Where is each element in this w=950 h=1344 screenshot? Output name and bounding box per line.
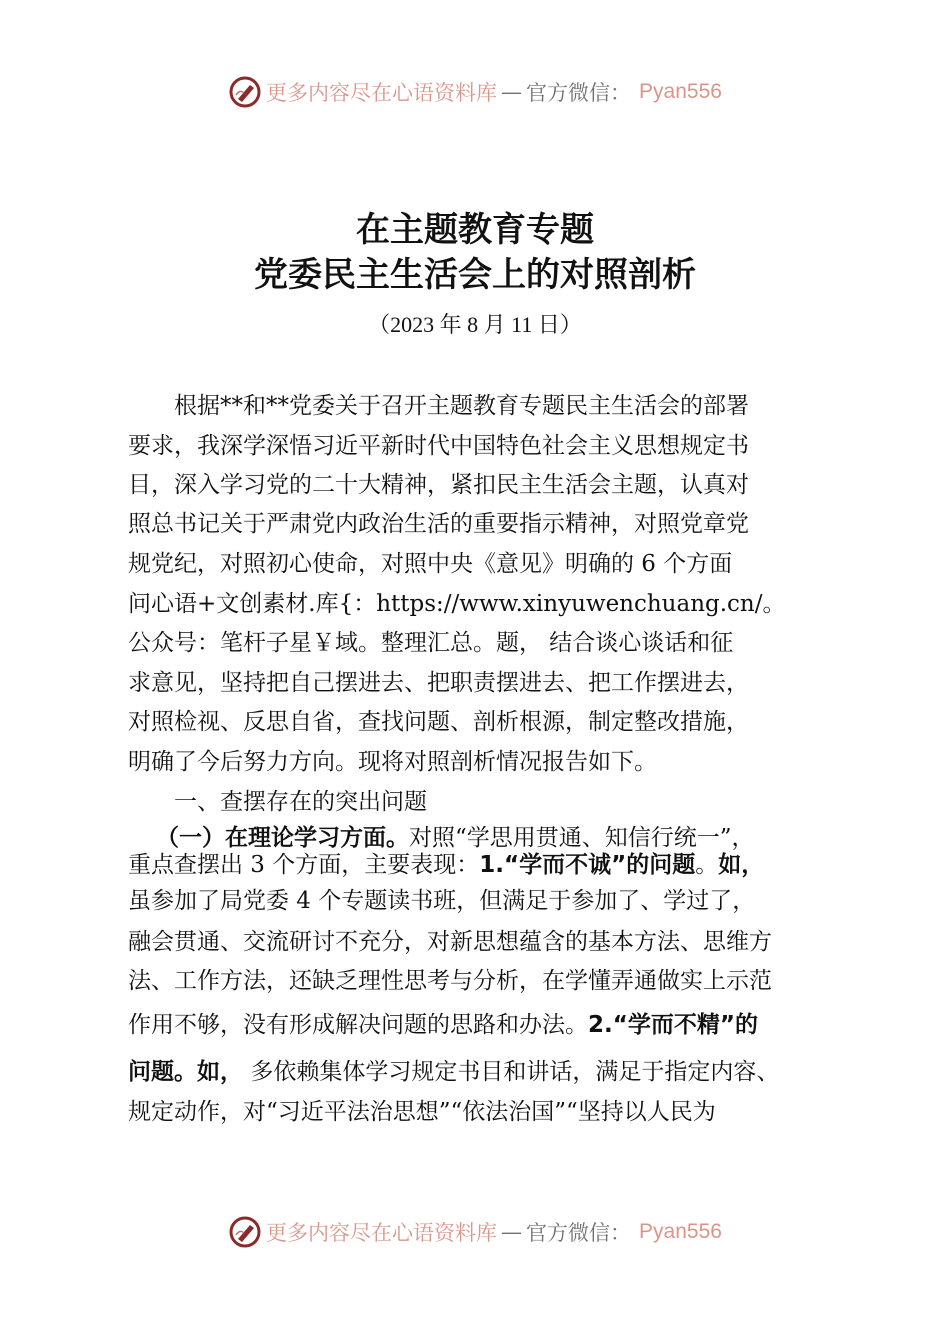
subsection-text: 重点查摆出 3 个方面，主要表现： xyxy=(128,852,480,878)
problem-heading-2-cont: 问题。如， xyxy=(128,1059,243,1085)
intro-line: 问心语+文创素材.库{：https://www.xinyuwenchuang.cn/。 xyxy=(128,591,786,617)
subsection-line8: 规定动作，对“习近平法治思想”“依法治国”“坚持以人民为 xyxy=(128,1099,716,1125)
header-watermark xyxy=(0,72,950,112)
watermark-site-text: 更多内容尽在心语资料库 xyxy=(266,81,498,105)
subsection-line6 xyxy=(128,1009,758,1041)
document-title-line2: 党委民主生活会上的对照剖析 xyxy=(254,255,696,295)
watermark-wechat-id: Pyan556 xyxy=(639,80,722,103)
subsection-heading: （一）在理论学习方面。 xyxy=(156,825,409,851)
subsection-line4: 融会贯通、交流研讨不充分，对新思想蕴含的基本方法、思维方 xyxy=(128,929,772,955)
intro-line: 公众号：笔杆子星￥域。整理汇总。题， 结合谈心谈话和征 xyxy=(128,630,734,656)
pen-logo-icon xyxy=(228,75,262,109)
pen-logo-icon xyxy=(228,1215,262,1249)
document-date: （2023 年 8 月 11 日） xyxy=(368,312,582,337)
watermark-wechat-id: Pyan556 xyxy=(639,1220,722,1243)
subsection-text: 多依赖集体学习规定书目和讲话，满足于指定内容、 xyxy=(250,1059,780,1085)
intro-line: 求意见，坚持把自己摆进去、把职责摆进去、把工作摆进去， xyxy=(128,670,749,696)
problem-heading-2: 2.“学而不精”的 xyxy=(588,1012,758,1038)
problem-heading-1: 1.“学而不诚”的问题 xyxy=(479,852,696,878)
intro-line: 目，深入学习党的二十大精神，紧扣民主生活会主题，认真对 xyxy=(128,472,749,498)
section-heading-1: 一、查摆存在的突出问题 xyxy=(128,789,427,815)
punct: 。 xyxy=(695,852,719,878)
intro-line: 要求，我深学深悟习近平新时代中国特色社会主义思想规定书 xyxy=(128,433,749,459)
subsection-text: 对照“学思用贯通、知信行统一”， xyxy=(409,825,755,851)
subsection-line3: 虽参加了局党委 4 个专题读书班，但满足于参加了、学过了， xyxy=(128,888,756,914)
document-title-line1: 在主题教育专题 xyxy=(356,210,594,250)
example-label: 如， xyxy=(718,852,765,878)
subsection-line2 xyxy=(128,849,764,881)
intro-line: 规党纪，对照初心使命，对照中央《意见》明确的 6 个方面 xyxy=(128,551,733,577)
watermark-site-text: 更多内容尽在心语资料库 xyxy=(266,1221,498,1245)
watermark-dash: — xyxy=(501,1220,523,1244)
intro-line: 照总书记关于严肃党内政治生活的重要指示精神，对照党章党 xyxy=(128,511,749,537)
intro-line: 明确了今后努力方向。现将对照剖析情况报告如下。 xyxy=(128,749,657,775)
intro-line: 根据**和**党委关于召开主题教育专题民主生活会的部署 xyxy=(128,393,749,419)
subsection-line7 xyxy=(128,1056,779,1088)
watermark-wechat-label: 官方微信： xyxy=(526,81,632,105)
footer-watermark xyxy=(0,1212,950,1252)
watermark-wechat-label: 官方微信： xyxy=(526,1221,632,1245)
intro-line: 对照检视、反思自省，查找问题、剖析根源，制定整改措施， xyxy=(128,709,749,735)
subsection-line5: 法、工作方法，还缺乏理性思考与分析，在学懂弄通做实上示范 xyxy=(128,968,772,994)
watermark-dash: — xyxy=(501,80,523,104)
subsection-text: 作用不够，没有形成解决问题的思路和办法。 xyxy=(128,1012,588,1038)
